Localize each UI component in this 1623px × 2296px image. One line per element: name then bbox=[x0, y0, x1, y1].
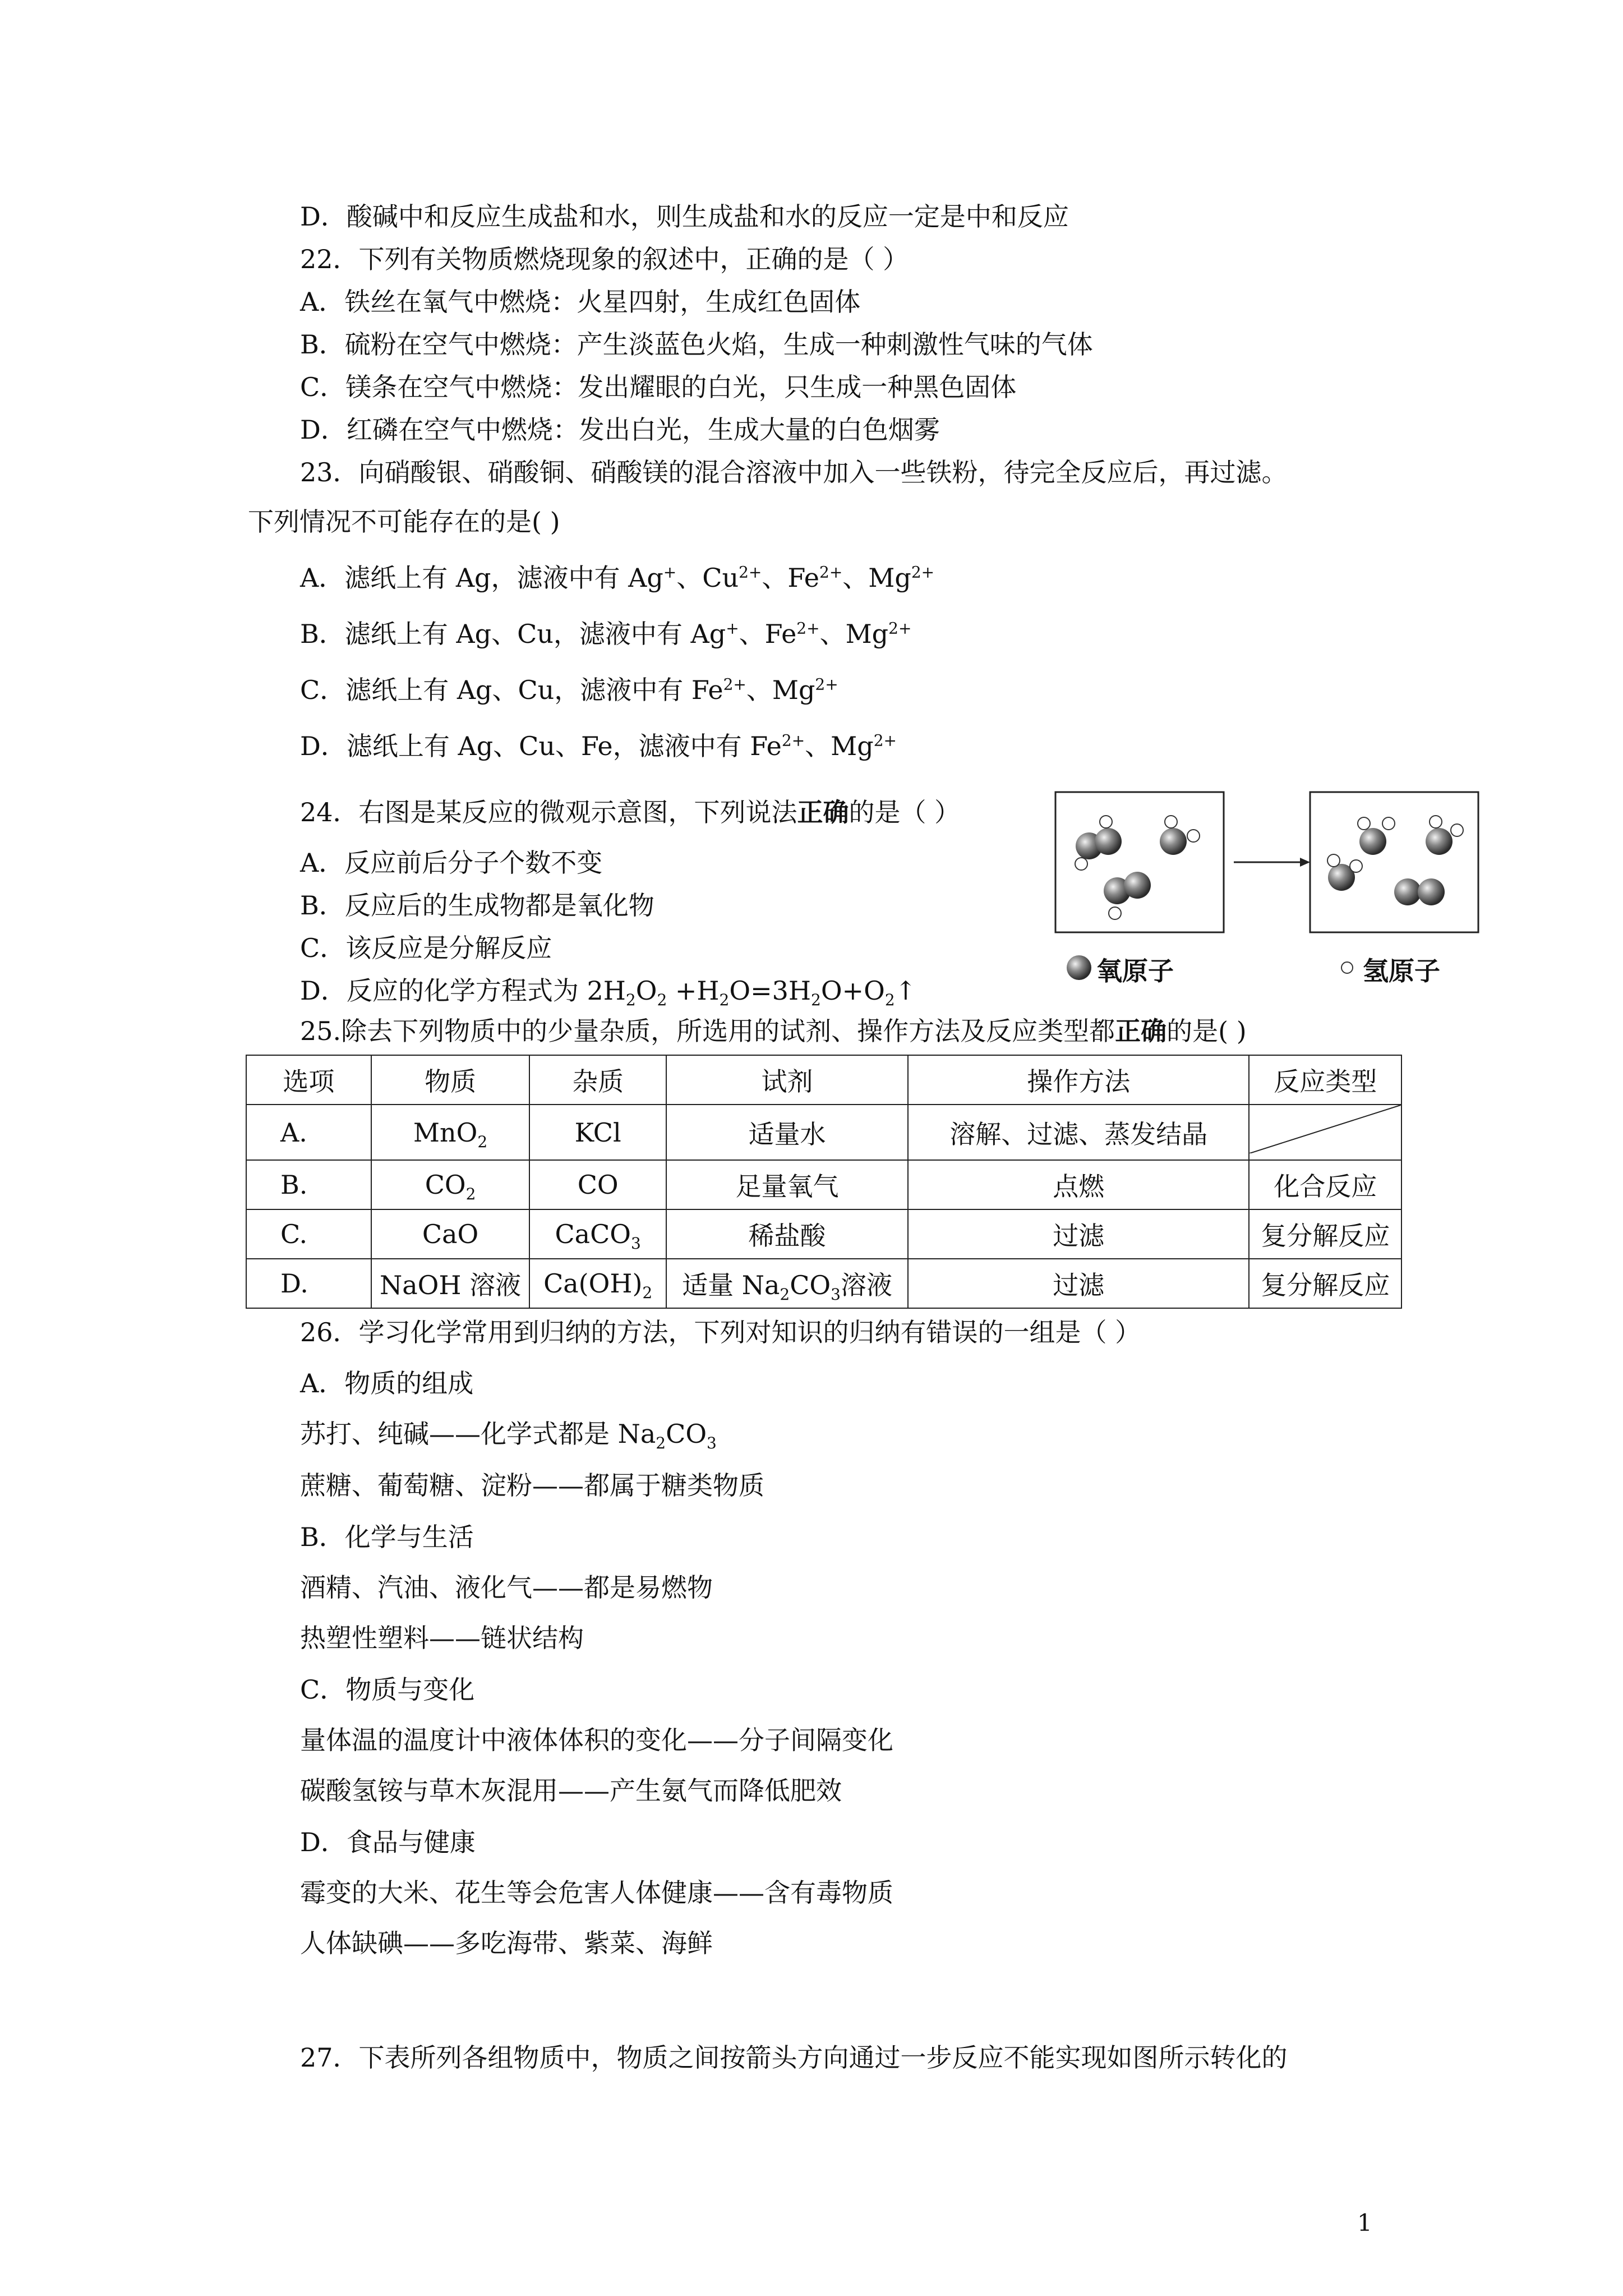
q22-option-d: D．红磷在空气中燃烧：发出白光，生成大量的白色烟雾 bbox=[300, 415, 940, 445]
q26-c-line1: 量体温的温度计中液体体积的变化——分子间隔变化 bbox=[300, 1725, 893, 1755]
cell-reaction-type: 复分解反应 bbox=[1249, 1209, 1401, 1259]
q22-option-b: B．硫粉在空气中燃烧：产生淡蓝色火焰，生成一种刺激性气味的气体 bbox=[300, 329, 1093, 360]
cell-substance: MnO$_2$ bbox=[371, 1105, 530, 1160]
q26-a-line1: 苏打、纯碱——化学式都是 $Na_2CO_3$ bbox=[300, 1419, 717, 1453]
q23-option-d: D．滤纸上有 Ag、Cu、Fe，滤液中有 $Fe^{2+}$、$Mg^{2+}$ bbox=[300, 731, 897, 761]
q26-group-a: A．物质的组成 bbox=[300, 1368, 474, 1398]
header-operation: 操作方法 bbox=[908, 1055, 1249, 1105]
cell-reagent: 稀盐酸 bbox=[666, 1209, 908, 1259]
header-reagent: 试剂 bbox=[666, 1055, 908, 1105]
cell-reagent: 适量 $Na_2CO_3$溶液 bbox=[666, 1259, 908, 1308]
q25-table bbox=[246, 1055, 1402, 1309]
cell-reagent: 足量氧气 bbox=[666, 1160, 908, 1209]
q26-c-line2: 碳酸氢铵与草木灰混用——产生氨气而降低肥效 bbox=[300, 1775, 842, 1806]
table-row bbox=[246, 1259, 1401, 1308]
header-impurity: 杂质 bbox=[529, 1055, 666, 1105]
cell-impurity: CO bbox=[529, 1160, 666, 1209]
table-row bbox=[246, 1105, 1401, 1160]
cell-reaction-type-empty bbox=[1249, 1105, 1401, 1160]
table-header-row bbox=[246, 1055, 1401, 1105]
cell-operation: 过滤 bbox=[908, 1209, 1249, 1259]
q24-option-b: B．反应后的生成物都是氧化物 bbox=[300, 890, 654, 921]
q23-option-b: B．滤纸上有 Ag、Cu，滤液中有 Ag+、$Fe^{2+}$、$Mg^{2+}$ bbox=[300, 619, 912, 649]
cell-reaction-type: 复分解反应 bbox=[1249, 1259, 1401, 1308]
cell-substance: CaO bbox=[371, 1209, 530, 1259]
page-number: 1 bbox=[1357, 2209, 1372, 2237]
cell-operation: 溶解、过滤、蒸发结晶 bbox=[908, 1105, 1249, 1160]
q24-option-d: D．反应的化学方程式为 $2H_2O_2$ $+H_2O=3H_2O+O_2↑$ bbox=[300, 976, 917, 1010]
table-row bbox=[246, 1160, 1401, 1209]
cell-option: D. bbox=[246, 1259, 371, 1308]
header-substance: 物质 bbox=[371, 1055, 530, 1105]
q23-option-c: C．滤纸上有 Ag、Cu，滤液中有 $Fe^{2+}$、$Mg^{2+}$ bbox=[300, 675, 838, 705]
q22-option-c: C．镁条在空气中燃烧：发出耀眼的白光，只生成一种黑色固体 bbox=[300, 372, 1017, 402]
q26-b-line2: 热塑性塑料——链状结构 bbox=[300, 1623, 584, 1653]
oxygen-atom-legend-icon bbox=[1067, 955, 1091, 980]
q24-option-a: A．反应前后分子个数不变 bbox=[300, 848, 603, 878]
cell-substance: $CO_2$ bbox=[371, 1160, 530, 1209]
cell-substance: NaOH 溶液 bbox=[371, 1259, 530, 1308]
cell-impurity: KCl bbox=[529, 1105, 666, 1160]
header-reaction-type: 反应类型 bbox=[1249, 1055, 1401, 1105]
q27-stem: 27．下表所列各组物质中，物质之间按箭头方向通过一步反应不能实现如图所示转化的 bbox=[300, 2042, 1288, 2073]
table-row bbox=[246, 1209, 1401, 1259]
cell-impurity: $Ca(OH)_2$ bbox=[529, 1259, 666, 1308]
oxygen-atom-legend-label: 氧原子 bbox=[1096, 956, 1174, 986]
q22-stem: 22．下列有关物质燃烧现象的叙述中，正确的是（ ） bbox=[300, 244, 909, 274]
cell-option: C. bbox=[246, 1209, 371, 1259]
header-option: 选项 bbox=[246, 1055, 371, 1105]
q22-option-a: A．铁丝在氧气中燃烧：火星四射，生成红色固体 bbox=[300, 287, 861, 317]
q26-d-line1: 霉变的大米、花生等会危害人体健康——含有毒物质 bbox=[300, 1878, 893, 1908]
diagonal-slash bbox=[1249, 1105, 1401, 1153]
q24-stem: 24．右图是某反应的微观示意图，下列说法正确的是（ ） bbox=[300, 797, 961, 827]
q26-group-c: C．物质与变化 bbox=[300, 1674, 475, 1705]
q21-option-d: D．酸碱中和反应生成盐和水，则生成盐和水的反应一定是中和反应 bbox=[300, 201, 1069, 232]
q26-d-line2: 人体缺碘——多吃海带、紫菜、海鲜 bbox=[300, 1928, 713, 1958]
q23-stem-line2: 下列情况不可能存在的是( ) bbox=[248, 507, 560, 537]
q26-group-d: D．食品与健康 bbox=[300, 1827, 476, 1857]
hydrogen-atom-legend-icon bbox=[1341, 962, 1353, 973]
cell-operation: 点燃 bbox=[908, 1160, 1249, 1209]
q26-b-line1: 酒精、汽油、液化气——都是易燃物 bbox=[300, 1572, 713, 1603]
cell-operation: 过滤 bbox=[908, 1259, 1249, 1308]
cell-reagent: 适量水 bbox=[666, 1105, 908, 1160]
q24-option-c: C．该反应是分解反应 bbox=[300, 933, 552, 963]
q23-option-a: A．滤纸上有 Ag，滤液中有 Ag+、$Cu^{2+}$、$Fe^{2+}$、$Mg^{2+}$ bbox=[300, 563, 935, 593]
cell-option: B. bbox=[246, 1160, 371, 1209]
reaction-arrowhead bbox=[1300, 858, 1310, 867]
cell-option: A. bbox=[246, 1105, 371, 1160]
q23-stem-line1: 23．向硝酸银、硝酸铜、硝酸镁的混合溶液中加入一些铁粉，待完全反应后，再过滤。 bbox=[300, 457, 1288, 487]
q26-a-line2: 蔗糖、葡萄糖、淀粉——都属于糖类物质 bbox=[300, 1470, 764, 1501]
hydrogen-atom-legend-label: 氢原子 bbox=[1363, 956, 1440, 986]
q25-stem: 25.除去下列物质中的少量杂质，所选用的试剂、操作方法及反应类型都正确的是( ) bbox=[300, 1016, 1247, 1046]
q26-stem: 26．学习化学常用到归纳的方法，下列对知识的归纳有错误的一组是（ ） bbox=[300, 1317, 1141, 1347]
q26-group-b: B．化学与生活 bbox=[300, 1522, 474, 1552]
cell-reaction-type: 化合反应 bbox=[1249, 1160, 1401, 1209]
cell-impurity: CaCO$_3$ bbox=[529, 1209, 666, 1259]
